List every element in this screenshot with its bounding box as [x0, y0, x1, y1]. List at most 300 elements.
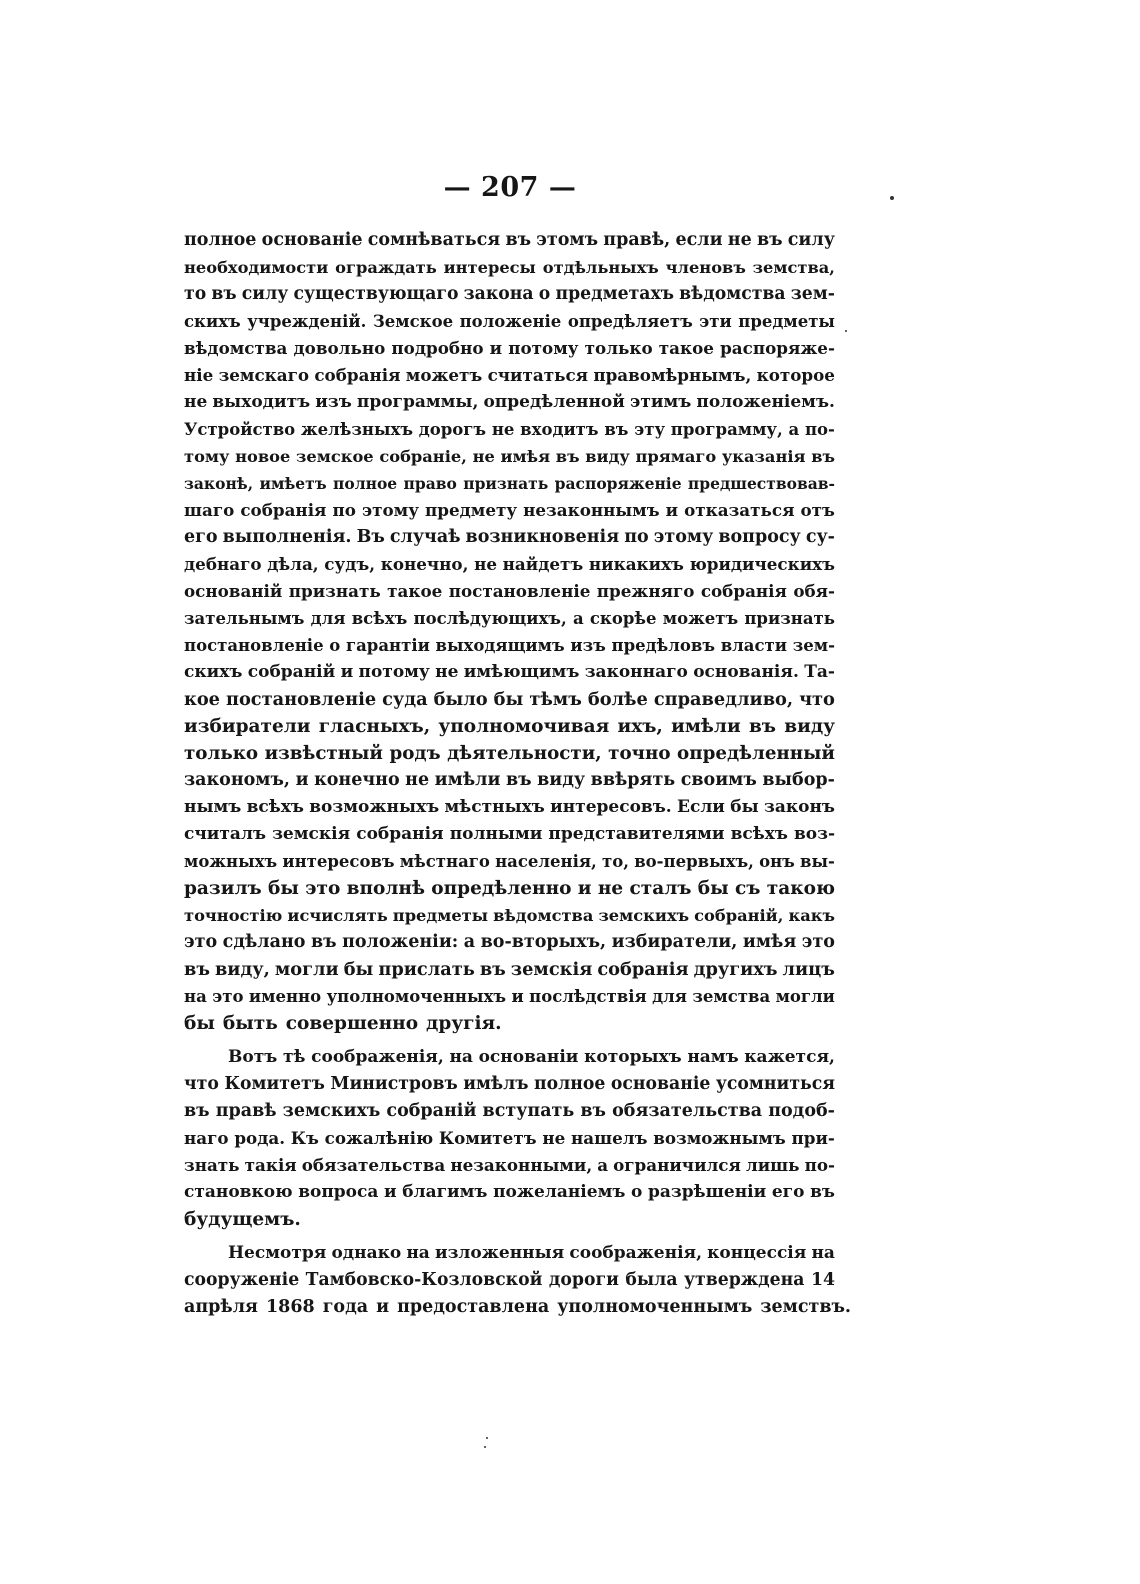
word: можетъ: [405, 365, 483, 385]
word: пожеланіемъ: [493, 1182, 626, 1202]
word: не: [727, 230, 752, 250]
word: предметахъ: [555, 284, 674, 304]
word: считалъ: [184, 824, 266, 844]
word: ввѣрять: [590, 770, 676, 790]
text-line: [184, 1179, 835, 1206]
word: собраній,: [694, 906, 784, 925]
word: во-вторыхъ,: [480, 932, 607, 952]
word: земскаго: [218, 365, 310, 385]
word: населенія,: [495, 852, 597, 871]
word: дѣятельности,: [447, 743, 602, 764]
word: предмету: [425, 500, 518, 520]
word: тѣмъ: [529, 689, 582, 710]
word: предметы: [392, 906, 489, 925]
word: су-: [805, 527, 835, 547]
word: по-: [804, 420, 835, 439]
word: закономъ,: [184, 770, 291, 790]
word: тѣ: [282, 1047, 306, 1067]
word: предѣловъ: [611, 636, 715, 655]
word: 1868: [265, 1297, 315, 1317]
word: изложенныя: [434, 1243, 565, 1263]
word: обя-: [793, 581, 835, 601]
word: выходитъ: [212, 392, 311, 412]
word: и: [511, 987, 524, 1006]
word: точно: [608, 743, 671, 764]
word: Вотъ: [228, 1047, 278, 1067]
word: сталъ: [629, 878, 692, 899]
word: воз-: [793, 824, 835, 844]
word: въ: [810, 1182, 835, 1202]
text-line: [184, 1294, 852, 1321]
word: дорогъ: [418, 420, 487, 439]
word: такія: [244, 1155, 297, 1175]
word: родъ: [389, 743, 441, 764]
word: дороги: [548, 1270, 619, 1290]
word: о: [631, 1182, 643, 1202]
word: основанія.: [693, 662, 799, 682]
text-line: [184, 659, 835, 686]
word: имѣя: [742, 932, 797, 952]
word: скихъ: [184, 662, 243, 682]
word: земскихъ: [598, 906, 690, 925]
word: въ: [748, 716, 776, 737]
word: кое: [184, 689, 220, 710]
word: то: [184, 284, 207, 304]
word: основаніи: [478, 1047, 579, 1067]
word: земское: [296, 447, 374, 466]
word: по-: [804, 1155, 835, 1175]
word: этимъ: [629, 392, 692, 412]
word: полное: [333, 474, 398, 493]
word: избиратели,: [611, 932, 738, 952]
word: полными: [449, 824, 543, 844]
word: признать: [463, 474, 549, 493]
word: рода.: [234, 1128, 286, 1148]
text-line: [184, 497, 835, 524]
word: тому: [184, 447, 230, 466]
word: обязательства: [301, 1155, 446, 1175]
word: не: [472, 447, 495, 466]
word: дѣла,: [267, 554, 319, 574]
word: возникновенія: [465, 527, 620, 547]
word: сомнѣваться: [367, 230, 501, 250]
word: Комитетъ: [438, 1128, 537, 1148]
word: которое: [756, 365, 835, 385]
word: возможныхъ: [309, 797, 440, 817]
text-line: [184, 1267, 835, 1294]
word: его: [184, 527, 218, 547]
word: въ: [184, 1101, 210, 1121]
word: ограничился: [613, 1155, 741, 1175]
word: юридическихъ: [689, 554, 835, 574]
word: въ: [811, 447, 835, 466]
word: опредѣляетъ: [567, 312, 693, 331]
word: по: [332, 500, 356, 520]
word: положеніемъ.: [696, 392, 835, 412]
word: основаній: [184, 581, 283, 601]
word: бы: [343, 959, 374, 980]
text-line: [184, 983, 835, 1010]
text-line: [184, 1098, 835, 1125]
word: имѣли: [434, 770, 501, 790]
scan-speck: [845, 330, 847, 332]
text-line: [184, 1125, 835, 1152]
word: никакихъ: [588, 554, 684, 574]
word: зем-: [790, 284, 835, 304]
word: всѣхъ: [730, 824, 788, 844]
word: собранія: [240, 500, 327, 520]
word: имѣющимъ: [463, 662, 580, 682]
word: въ: [756, 230, 783, 250]
scan-speck: [484, 1446, 486, 1448]
word: лишь: [745, 1155, 800, 1175]
word: конечно: [314, 770, 400, 790]
word: полное: [184, 230, 257, 250]
text-line: [184, 740, 835, 767]
word: о: [538, 284, 551, 304]
word: ихъ,: [617, 716, 663, 737]
word: извѣстный: [264, 743, 383, 764]
word: отдѣльныхъ: [542, 258, 659, 277]
word: въ: [211, 284, 237, 304]
word: собраній: [247, 662, 336, 682]
word: избиратели: [184, 716, 311, 737]
word: при-: [791, 1128, 835, 1148]
text-line: [184, 308, 835, 335]
word: была: [625, 1270, 678, 1290]
word: нымъ: [184, 797, 242, 817]
word: исчислять: [287, 906, 388, 925]
word: зем-: [792, 636, 835, 655]
word: а: [597, 1155, 609, 1175]
word: и: [295, 770, 309, 790]
word: имѣлъ: [463, 1074, 529, 1094]
word: Несмотря: [228, 1243, 327, 1263]
word: разилъ: [184, 878, 262, 899]
word: законъ: [763, 797, 835, 817]
text-line: [184, 875, 835, 902]
word: послѣдствія: [529, 987, 647, 1006]
word: скихъ: [184, 312, 241, 331]
word: довольно: [293, 338, 386, 358]
word: эту: [634, 420, 666, 439]
word: сооруженіе: [184, 1270, 300, 1290]
word: виду: [784, 716, 835, 737]
word: которыхъ: [584, 1047, 682, 1067]
word: по: [624, 527, 649, 547]
word: правѣ: [215, 1101, 277, 1121]
word: земства: [692, 987, 771, 1006]
word: сожалѣнію: [324, 1128, 434, 1148]
word: если: [675, 230, 723, 250]
word: своимъ: [680, 770, 757, 790]
word: собранія: [597, 959, 689, 980]
word: не: [474, 554, 498, 574]
word: прямаго: [635, 447, 717, 466]
word: быть: [222, 1013, 278, 1034]
text-line: [184, 551, 835, 578]
word: это: [184, 932, 218, 952]
text-line: [184, 713, 835, 740]
word: ніе: [184, 365, 214, 385]
word: необходимости: [184, 258, 329, 277]
word: въ: [604, 420, 629, 439]
word: признать: [744, 609, 835, 628]
word: въ: [505, 770, 532, 790]
word: представителями: [548, 824, 725, 844]
word: отказаться: [684, 500, 795, 520]
word: дебнаго: [184, 554, 262, 574]
word: виду,: [214, 959, 270, 980]
word: программы,: [356, 392, 479, 412]
text-line: [184, 821, 835, 848]
word: не: [542, 1128, 566, 1148]
word: и: [340, 662, 354, 682]
word: только: [184, 743, 259, 764]
word: такою: [766, 878, 835, 899]
word: всѣхъ: [246, 797, 304, 817]
word: совершенно: [285, 1013, 419, 1034]
text-line: [184, 281, 835, 308]
text-line: [184, 578, 835, 605]
word: однако: [331, 1243, 402, 1263]
word: собранія: [356, 824, 444, 844]
word: уполномочивая: [438, 716, 610, 737]
word: болѣе: [587, 689, 648, 710]
scan-speck: [486, 1437, 488, 1439]
word: считаться: [487, 365, 589, 385]
text-line: [184, 1152, 835, 1179]
word: не: [435, 662, 459, 682]
word: случаѣ: [389, 527, 461, 547]
text-line: [184, 1071, 835, 1098]
text-line: [184, 524, 835, 551]
word: не: [184, 392, 208, 412]
word: бы: [493, 689, 524, 710]
word: Та-: [804, 662, 835, 682]
word: этомъ: [536, 230, 599, 250]
word: судъ,: [324, 554, 376, 574]
word: предоставлена: [397, 1297, 550, 1317]
word: положеніе: [459, 312, 562, 331]
word: вопросу: [718, 527, 801, 547]
word: на: [184, 987, 207, 1006]
word: мѣстнаго: [399, 852, 490, 871]
word: въ: [310, 932, 337, 952]
word: мѣстныхъ: [444, 797, 545, 817]
word: разрѣшеніи: [648, 1182, 767, 1202]
text-line: [184, 686, 835, 713]
word: вступать: [482, 1101, 575, 1121]
word: интересовъ.: [550, 797, 672, 817]
word: собраніе,: [379, 447, 467, 466]
text-line: [184, 362, 835, 389]
word: нашелъ: [571, 1128, 648, 1148]
word: законѣ,: [184, 474, 254, 493]
word: въ: [580, 1101, 606, 1121]
word: закона: [463, 284, 534, 304]
word: положеніи:: [342, 932, 459, 952]
word: выбор-: [762, 770, 835, 790]
text-line: [184, 794, 835, 821]
word: обязательства: [612, 1101, 763, 1121]
word: законнаго: [584, 662, 688, 682]
word: предшествовав-: [687, 474, 835, 493]
word: справедливо,: [653, 689, 794, 710]
word: вѣдомства: [679, 284, 786, 304]
word: опредѣленной: [483, 392, 625, 412]
text-line: [184, 470, 835, 497]
word: сдѣлано: [222, 932, 306, 952]
word: другія.: [426, 1013, 502, 1034]
text-line: [184, 632, 835, 659]
word: виду: [585, 447, 630, 466]
word: подробно: [391, 338, 484, 358]
word: Если: [677, 797, 725, 817]
word: силу: [787, 230, 835, 250]
word: это: [212, 987, 244, 1006]
word: въ: [505, 230, 532, 250]
word: указанія: [721, 447, 806, 466]
text-line: [184, 389, 835, 416]
word: собранія: [700, 581, 787, 601]
word: опредѣленный: [677, 743, 835, 764]
word: становкою: [184, 1182, 293, 1202]
word: имѣли: [671, 716, 741, 737]
word: полное: [534, 1074, 606, 1094]
word: благимъ: [402, 1182, 488, 1202]
word: какъ: [788, 906, 835, 925]
word: бы: [697, 878, 729, 899]
word: этому: [653, 527, 714, 547]
word: постановленіе: [225, 689, 377, 710]
word: и: [665, 500, 679, 520]
word: это: [801, 932, 835, 952]
word: собраній: [386, 1101, 477, 1121]
word: изъ: [570, 636, 606, 655]
word: прислать: [378, 959, 475, 980]
word: отъ: [800, 500, 835, 520]
word: незаконнымъ: [523, 500, 660, 520]
word: Устройство: [184, 420, 296, 439]
body-text: [184, 227, 852, 1321]
word: виду: [537, 770, 586, 790]
word: и: [577, 878, 592, 899]
word: 14: [810, 1270, 835, 1290]
word: онъ: [759, 852, 795, 871]
word: на: [811, 1243, 835, 1263]
word: для: [652, 987, 687, 1006]
word: Земское: [372, 312, 454, 331]
word: имѣя: [500, 447, 551, 466]
word: право: [403, 474, 457, 493]
word: не: [597, 878, 624, 899]
word: Министровъ: [330, 1074, 458, 1094]
word: намъ: [687, 1047, 739, 1067]
word: бы: [268, 878, 299, 899]
word: скорѣе: [589, 609, 657, 628]
word: существующаго: [293, 284, 459, 304]
word: гласныхъ,: [318, 716, 431, 737]
text-line: [184, 848, 835, 875]
word: суда: [382, 689, 428, 710]
word: Тамбовско-Козловской: [305, 1270, 543, 1290]
text-line: [184, 1240, 835, 1267]
word: такое: [658, 338, 714, 358]
word: постановленіе: [448, 581, 591, 601]
word: возможнымъ: [653, 1128, 786, 1148]
word: апрѣля: [184, 1297, 258, 1317]
word: распоряженіе: [554, 474, 682, 493]
text-line: [184, 1010, 835, 1037]
word: земскія: [272, 824, 351, 844]
word: интересовъ: [282, 852, 395, 871]
word: гарантіи: [346, 636, 430, 655]
word: зательнымъ: [184, 609, 305, 628]
word: выполненія.: [222, 527, 352, 547]
text-line: [184, 227, 835, 254]
paragraph-gap: [184, 1233, 835, 1240]
text-line: [184, 1206, 835, 1233]
word: земства,: [752, 258, 835, 277]
word: членовъ: [665, 258, 746, 277]
word: на: [406, 1243, 430, 1263]
scan-speck: [890, 196, 894, 200]
word: вы-: [800, 852, 835, 871]
word: то,: [602, 852, 629, 871]
word: соображенія,: [311, 1047, 444, 1067]
paragraph-gap: [184, 1037, 835, 1044]
word: бы: [730, 797, 759, 817]
word: можныхъ: [184, 852, 278, 871]
word: изъ: [315, 392, 352, 412]
text-line: [184, 605, 835, 632]
word: соображенія,: [569, 1243, 703, 1263]
word: въ: [184, 959, 210, 980]
word: уполномоченнымъ: [557, 1297, 753, 1317]
word: основаніе: [610, 1074, 711, 1094]
word: подоб-: [768, 1101, 835, 1121]
word: бы: [184, 1013, 215, 1034]
word: на: [449, 1047, 473, 1067]
word: послѣдующихъ,: [413, 609, 567, 628]
word: найдетъ: [502, 554, 584, 574]
word: имѣетъ: [259, 474, 327, 493]
word: о: [329, 636, 341, 655]
word: власти: [720, 636, 788, 655]
word: уполномоченныхъ: [326, 987, 507, 1006]
text-line: [184, 335, 835, 362]
text-line: [184, 902, 835, 929]
word: входитъ: [520, 420, 599, 439]
word: и: [489, 338, 503, 358]
word: силу: [241, 284, 289, 304]
word: что: [799, 689, 835, 710]
page-number: — 207 —: [443, 172, 577, 203]
word: земскія: [510, 959, 593, 980]
word: этому: [361, 500, 419, 520]
word: могли: [274, 959, 339, 980]
word: прежняго: [596, 581, 695, 601]
word: новое: [235, 447, 291, 466]
word: концессія: [707, 1243, 807, 1263]
word: вѣдомства: [184, 338, 288, 358]
word: именно: [248, 987, 322, 1006]
word: можетъ: [662, 609, 739, 628]
word: распоряже-: [720, 338, 835, 358]
word: съ: [735, 878, 761, 899]
word: вопроса: [298, 1182, 379, 1202]
